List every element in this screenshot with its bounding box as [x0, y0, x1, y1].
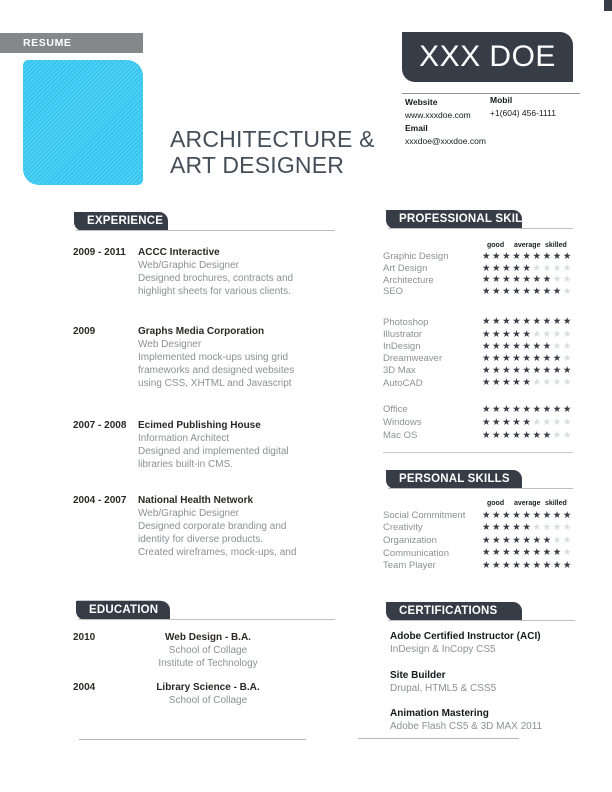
experience-entry [73, 494, 339, 559]
star-rating [482, 511, 573, 521]
skill-row [383, 547, 573, 560]
skill-row [383, 559, 573, 572]
stars-empty: ★★ [552, 534, 573, 546]
experience-company: Graphs Media Corporation [138, 326, 265, 337]
stars-empty: ★★ [552, 429, 573, 441]
skill-group [383, 403, 573, 442]
star-rating [482, 354, 573, 364]
skill-row [383, 340, 573, 352]
certification-subtitle: Adobe Flash CS5 & 3D MAX 2011 [390, 721, 543, 732]
education-line: Institute of Technology [158, 658, 258, 669]
professional-skills-heading: PROFESSIONAL SKILLS [399, 213, 538, 225]
mobile-label: Mobil [490, 95, 513, 105]
star-rating [482, 418, 573, 428]
skill-name: Creativity [383, 522, 423, 534]
stars-empty: ★ [562, 286, 573, 298]
skill-row [383, 377, 573, 389]
contact-right-column [490, 94, 556, 120]
stars-empty: ★★ [552, 274, 573, 286]
personal-skills-section-header [386, 470, 522, 489]
skill-row [383, 263, 573, 275]
education-header-rule [78, 619, 335, 620]
stars-filled: ★★★★★★★★ [481, 547, 563, 559]
stars-filled: ★★★★★★★★ [481, 352, 563, 364]
skills-divider-rule [383, 452, 573, 453]
star-rating [482, 561, 573, 571]
skill-row [383, 286, 573, 298]
education-heading: EDUCATION [89, 604, 159, 616]
experience-line: Designed brochures, contracts and [138, 273, 294, 284]
education-title: Library Science - B.A. [156, 682, 260, 693]
resume-badge-label: RESUME [23, 37, 72, 49]
skill-row [383, 509, 573, 522]
stars-filled: ★★★★★ [481, 262, 533, 274]
skill-group [383, 509, 573, 572]
page-title-line1: ARCHITECTURE & [170, 126, 375, 152]
experience-line: Web/Graphic Designer [138, 508, 239, 519]
stars-filled: ★★★★★★★★ [481, 286, 563, 298]
stars-empty: ★★★★ [532, 328, 573, 340]
skill-group [383, 316, 573, 389]
star-rating [482, 378, 573, 388]
experience-line: Designed and implemented digital [138, 446, 289, 457]
experience-period: 2004 - 2007 [73, 495, 127, 506]
experience-line: Web Designer [138, 339, 202, 350]
experience-line: using CSS, XHTML and Javascript [138, 378, 292, 389]
email-label: Email [405, 123, 428, 133]
skill-name: SEO [383, 286, 404, 298]
experience-entry [73, 246, 339, 298]
education-year: 2004 [73, 682, 96, 693]
star-rating [482, 287, 573, 297]
skill-group [383, 251, 573, 298]
stars-filled: ★★★★★★★★★ [481, 403, 573, 415]
stars-filled: ★★★★★ [481, 328, 533, 340]
professional-skills-header-rule [388, 228, 573, 229]
scale-label-good: good [487, 500, 505, 507]
skill-row [383, 365, 573, 377]
education-title: Web Design - B.A. [165, 632, 251, 643]
stars-filled: ★★★★★★★ [481, 429, 553, 441]
skill-row [383, 522, 573, 535]
skill-name: Photoshop [383, 316, 429, 328]
experience-section-header [74, 212, 168, 231]
stars-filled: ★★★★★★★ [481, 534, 553, 546]
skill-name: Social Commitment [383, 509, 466, 521]
star-rating [482, 342, 573, 352]
experience-details [138, 325, 339, 390]
skill-row [383, 251, 573, 263]
certification-item [390, 669, 576, 695]
bottom-left-rule [79, 739, 306, 740]
skill-name: Graphic Design [383, 251, 449, 263]
certifications-header-rule [388, 620, 575, 621]
star-rating [482, 330, 573, 340]
certifications-section-header [386, 602, 522, 621]
certification-item [390, 630, 576, 656]
page-title [170, 126, 375, 178]
skill-row [383, 274, 573, 286]
corner-mark [604, 0, 612, 11]
experience-line: frameworks and designed websites [138, 365, 295, 376]
experience-entry [73, 325, 339, 390]
scale-label-average: average [514, 242, 541, 249]
experience-line: identity for diverse products. [138, 534, 264, 545]
star-rating [482, 431, 573, 441]
star-rating [482, 405, 573, 415]
skill-name: Organization [383, 534, 437, 546]
stars-empty: ★★ [552, 340, 573, 352]
skill-name: Office [383, 404, 408, 415]
education-year: 2010 [73, 632, 96, 643]
experience-line: Implemented mock-ups using grid [138, 352, 289, 363]
scale-label-skilled: skilled [545, 242, 567, 249]
education-section-header [76, 601, 170, 620]
skill-name: Illustrator [383, 328, 423, 340]
skill-row [383, 316, 573, 328]
education-details [118, 631, 298, 670]
name-box [402, 32, 573, 82]
stars-empty: ★★★★ [532, 416, 573, 428]
education-line: School of Collage [168, 645, 248, 656]
experience-period: 2007 - 2008 [73, 420, 127, 431]
experience-line: Designed corporate branding and [138, 521, 287, 532]
stars-filled: ★★★★★★★★★ [481, 316, 573, 328]
photo-placeholder [23, 60, 143, 185]
experience-details [138, 419, 339, 471]
skill-name: Dreamweaver [383, 353, 443, 365]
experience-company: National Health Network [138, 495, 254, 506]
personal-skills-header-rule [388, 488, 573, 489]
experience-company: Ecimed Publishing House [138, 420, 261, 431]
certification-item [390, 707, 576, 733]
experience-details [138, 494, 339, 559]
skill-row [383, 534, 573, 547]
website-value: www.xxxdoe.com [405, 110, 471, 120]
stars-filled: ★★★★★★★★★ [481, 509, 573, 521]
stars-filled: ★★★★★★★★★ [481, 251, 573, 263]
certification-title: Site Builder [390, 670, 446, 681]
contact-left-column [405, 96, 486, 148]
star-rating [482, 366, 573, 376]
resume-badge [0, 33, 143, 53]
experience-period: 2009 - 2011 [73, 247, 126, 258]
skill-name: Art Design [383, 263, 428, 275]
stars-filled: ★★★★★★★ [481, 274, 553, 286]
page-title-line2: ART DESIGNER [170, 152, 345, 178]
name-text: XXX DOE [419, 40, 556, 73]
skill-name: Architecture [383, 274, 434, 286]
experience-heading: EXPERIENCE [87, 215, 164, 227]
star-rating [482, 252, 573, 262]
personal-skills-heading: PERSONAL SKILLS [399, 473, 510, 485]
scale-label-average: average [514, 500, 541, 507]
stars-filled: ★★★★★ [481, 416, 533, 428]
stars-empty: ★ [562, 352, 573, 364]
experience-period: 2009 [73, 326, 96, 337]
email-value: xxxdoe@xxxdoe.com [405, 136, 486, 146]
star-rating [482, 275, 573, 285]
mobile-value: +1(604) 456-1111 [490, 108, 556, 118]
experience-company: ACCC Interactive [138, 247, 220, 258]
education-line: School of Collage [168, 695, 248, 706]
certification-title: Adobe Certified Instructor (ACI) [390, 631, 541, 642]
skill-name: 3D Max [383, 365, 416, 377]
scale-label-skilled: skilled [545, 500, 567, 507]
stars-empty: ★ [562, 547, 573, 559]
stars-empty: ★★★★ [532, 377, 573, 389]
professional-skills-section-header [386, 210, 538, 229]
stars-filled: ★★★★★ [481, 377, 533, 389]
certification-title: Animation Mastering [390, 708, 489, 719]
star-rating [482, 317, 573, 327]
skill-row [383, 416, 573, 429]
star-rating [482, 536, 573, 546]
skill-row [383, 328, 573, 340]
education-entry [73, 681, 339, 707]
star-rating [482, 264, 573, 274]
experience-line: highlight sheets for various clients. [138, 286, 291, 297]
stars-filled: ★★★★★★★ [481, 340, 553, 352]
stars-empty: ★★★★ [532, 522, 573, 534]
stars-filled: ★★★★★★★★★ [481, 365, 573, 377]
experience-line: Created wireframes, mock-ups, and [138, 547, 297, 558]
bottom-right-rule [358, 738, 519, 739]
experience-line: libraries built-in CMS. [138, 459, 234, 470]
stars-filled: ★★★★★ [481, 522, 533, 534]
star-rating [482, 548, 573, 558]
skill-name: Mac OS [383, 430, 418, 441]
certification-subtitle: InDesign & InCopy CS5 [390, 644, 496, 655]
skill-name: AutoCAD [383, 377, 423, 389]
certifications-heading: CERTIFICATIONS [399, 605, 498, 617]
education-details [118, 681, 298, 707]
stars-empty: ★★★★ [532, 262, 573, 274]
education-entry [73, 631, 339, 670]
skill-row [383, 403, 573, 416]
experience-line: Information Architect [138, 433, 230, 444]
experience-details [138, 246, 339, 298]
stars-filled: ★★★★★★★★★ [481, 559, 573, 571]
experience-line: Web/Graphic Designer [138, 260, 239, 271]
skill-name: Windows [383, 417, 422, 428]
skill-name: Team Player [383, 560, 436, 572]
skill-row [383, 429, 573, 442]
website-label: Website [405, 97, 438, 107]
skill-row [383, 353, 573, 365]
scale-label-good: good [487, 242, 505, 249]
certification-subtitle: Drupal, HTML5 & CSS5 [390, 683, 497, 694]
experience-entry [73, 419, 339, 471]
skill-name: Communication [383, 547, 449, 559]
star-rating [482, 523, 573, 533]
experience-header-rule [76, 230, 335, 231]
skill-name: InDesign [383, 340, 421, 352]
